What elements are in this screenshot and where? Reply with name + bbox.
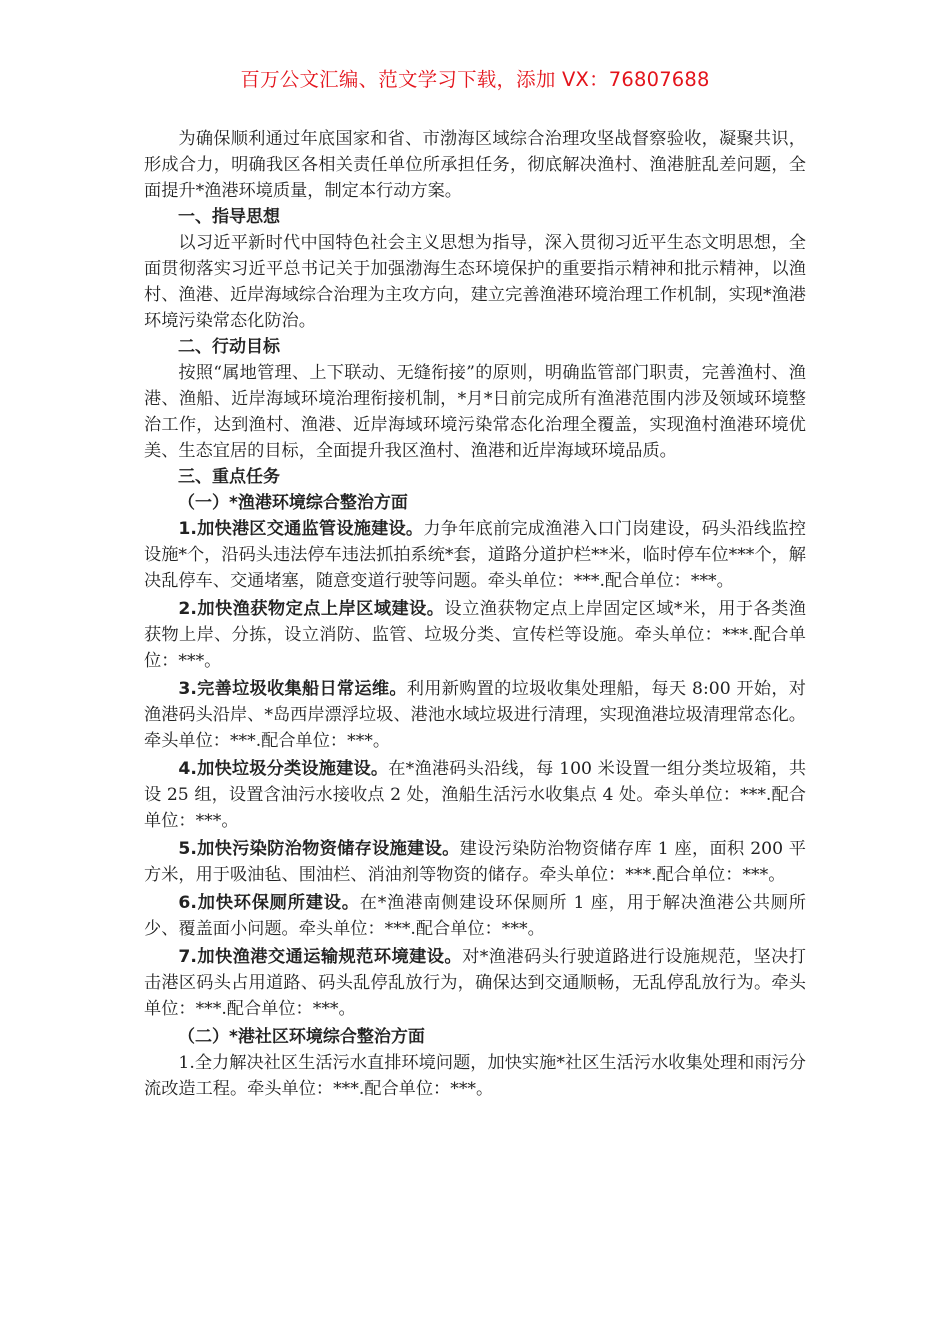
task-title: 5.加快污染防治物资储存设施建设。: [178, 839, 460, 859]
task-body: 利用新购置的垃圾收集处理船，每天 8:00 开始，对渔港码头沿岸、*岛西岸漂浮垃圾、港池水域垃圾进行清理，实现渔港垃圾清理常态化。牵头单位：***.配合单位：***。: [144, 679, 806, 751]
task-title: 6.加快环保厕所建设。: [178, 893, 360, 913]
task-body: 设立渔获物定点上岸固定区域*米，用于各类渔获物上岸、分拣，设立消防、监管、垃圾分类、宣传栏等设施。牵头单位：***.配合单位：***。: [144, 599, 806, 671]
section-heading-guiding-ideology: 一、指导思想: [178, 207, 280, 227]
section-body-action-goals: 按照“属地管理、上下联动、无缝衔接”的原则，明确监管部门职责，完善渔村、渔港、渔船、近岸海域环境治理衔接机制，*月*日前完成所有渔港范围内涉及领域环境整治工作，达到渔村、渔港、近岸海域环境污染常态化治理全覆盖，实现渔村渔港环境优美、生态宜居的目标，全面提升我区渔村、渔港和近岸海域环境品质。: [144, 363, 806, 461]
task-item: [144, 676, 806, 754]
task-title: 2.加快渔获物定点上岸区域建设。: [178, 599, 445, 619]
subsection-heading-fishing-port: （一）*渔港环境综合整治方面: [178, 493, 408, 513]
task-item: [144, 890, 806, 942]
task-item: 1.全力解决社区生活污水直排环境问题，加快实施*社区生活污水收集处理和雨污分流改造工程。牵头单位：***.配合单位：***。: [144, 1053, 806, 1099]
task-title: 4.加快垃圾分类设施建设。: [178, 759, 389, 779]
task-item: [144, 756, 806, 834]
task-item: [144, 944, 806, 1022]
intro-paragraph: 为确保顺利通过年底国家和省、市渤海区域综合治理攻坚战督察验收，凝聚共识，形成合力，明确我区各相关责任单位所承担任务，彻底解决渔村、渔港脏乱差问题，全面提升*渔港环境质量，制定本行动方案。: [144, 129, 806, 201]
task-body: 对*渔港码头行驶道路进行设施规范，坚决打击港区码头占用道路、码头乱停乱放行为，确保达到交通顺畅，无乱停乱放行为。牵头单位：***.配合单位：***。: [144, 947, 806, 1019]
task-item: [144, 836, 806, 888]
task-title: 3.完善垃圾收集船日常运维。: [178, 679, 407, 699]
section-heading-action-goals: 二、行动目标: [178, 337, 280, 357]
task-title: 7.加快渔港交通运输规范环境建设。: [178, 947, 463, 967]
task-item: [144, 516, 806, 594]
task-title: 1.加快港区交通监管设施建设。: [178, 519, 424, 539]
task-body: 建设污染防治物资储存库 1 座，面积 200 平方米，用于吸油毡、围油栏、消油剂等物资的储存。牵头单位：***.配合单位：***。: [144, 839, 806, 885]
document-body: [144, 126, 806, 1102]
task-body: 力争年底前完成渔港入口门岗建设，码头沿线监控设施*个，沿码头违法停车违法抓拍系统*套，道路分道护栏**米，临时停车位***个，解决乱停车、交通堵塞，随意变道行驶等问题。牵头单位：***.配合单位：***。: [144, 519, 806, 591]
task-body: 在*渔港码头沿线，每 100 米设置一组分类垃圾箱，共设 25 组，设置含油污水接收点 2 处，渔船生活污水收集点 4 处。牵头单位：***.配合单位：***。: [144, 759, 807, 831]
task-body: 在*渔港南侧建设环保厕所 1 座，用于解决渔港公共厕所少、覆盖面小问题。牵头单位：***.配合单位：***。: [144, 893, 806, 939]
subsection-heading-port-community: （二）*港社区环境综合整治方面: [178, 1027, 425, 1047]
download-banner: 百万公文汇编、范文学习下载，添加 VX：76807688: [240, 68, 710, 91]
section-body-guiding-ideology: 以习近平新时代中国特色社会主义思想为指导，深入贯彻习近平生态文明思想，全面贯彻落实习近平总书记关于加强渤海生态环境保护的重要指示精神和批示精神，以渔村、渔港、近岸海域综合治理为主攻方向，建立完善渔港环境治理工作机制，实现*渔港环境污染常态化防治。: [144, 233, 806, 331]
section-heading-key-tasks: 三、重点任务: [178, 467, 280, 487]
task-item: [144, 596, 806, 674]
